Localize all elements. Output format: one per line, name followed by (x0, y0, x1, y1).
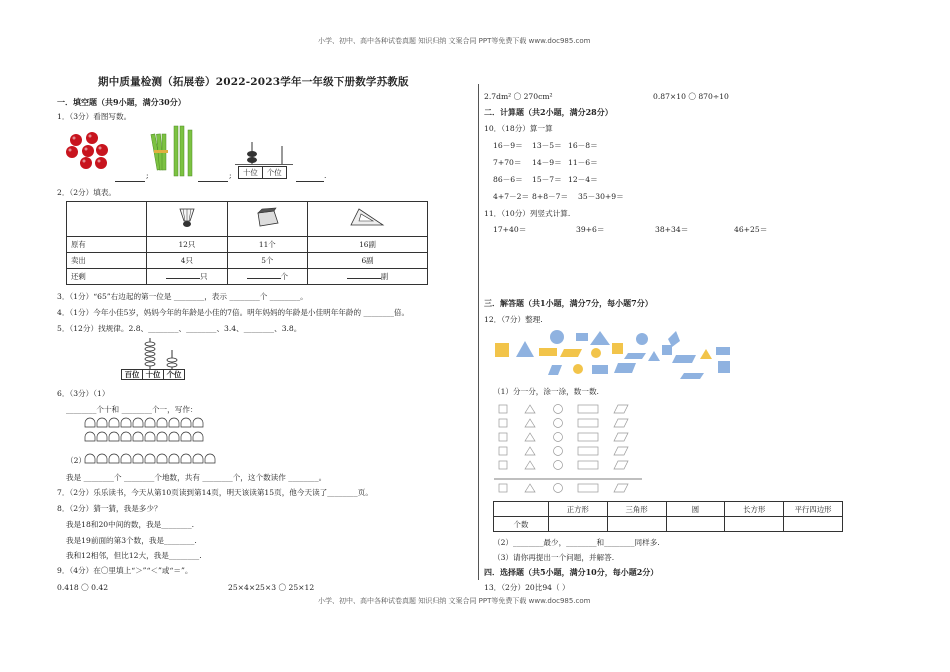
question-4: 4．（1分）今年小佳5岁，妈妈今年的年龄是小佳的7倍。明年妈妈的年龄是小佳明年年龄的 ________倍。 (57, 308, 410, 317)
question-9: 9．（4分）在〇里填上“＞”“＜”或“＝”。 (57, 566, 193, 575)
table-header-cell: 三角形 (607, 502, 666, 517)
apple-icon (66, 146, 78, 158)
question-8-b: 我是19前面的第3个数，我是________. (66, 536, 197, 545)
table-header-cell: 平行四边形 (784, 502, 843, 517)
apple-icon (86, 132, 98, 144)
vertical-calc-item: 38+34＝ (655, 225, 689, 234)
calc-item: 13－5＝ (532, 141, 562, 150)
page-title: 期中质量检测（拓展卷）2022-2023学年一年级下册数学苏教版 (98, 76, 409, 88)
section-4-heading: 四．选择题（共5小题，满分10分，每小题2分） (484, 567, 659, 577)
vertical-calc-item: 39+6＝ (576, 225, 605, 234)
rectangle-shape (539, 348, 557, 356)
question-10: 10．（18分）算一算 (484, 124, 553, 133)
calc-item: 12－4＝ (568, 175, 598, 184)
answer-cell[interactable] (666, 517, 725, 532)
rectangle-shape (592, 365, 608, 374)
compare-b: 0.87×10 〇 870÷10 (653, 92, 729, 101)
parallelogram-shape (548, 365, 562, 375)
compare-a: 2.7dm² 〇 270cm² (484, 92, 553, 101)
calc-item: 35－30+9＝ (578, 192, 624, 201)
tens-place-label: 十位 (239, 167, 263, 178)
parallelogram-shape (560, 349, 582, 357)
parallelogram-shape (680, 373, 704, 379)
circle-shape (591, 348, 601, 358)
row-label: 个数 (494, 517, 549, 532)
square-shape (495, 343, 509, 357)
question-8-a: 我是18和20中间的数，我是________. (66, 520, 195, 529)
question-12: 12．（7分）整理. (484, 315, 543, 324)
calc-item: 4+7－2＝ (493, 192, 530, 201)
blank-separator: ; (146, 171, 149, 180)
square-shape (662, 345, 672, 355)
apple-icon (80, 157, 92, 169)
pencil-sharpener-icon (252, 207, 282, 229)
vertical-calc-item: 17+40＝ (493, 225, 527, 234)
answer-cell[interactable]: 个 (227, 269, 307, 285)
page-header: 小学、初中、高中各种试卷真题 知识归纳 文案合同 PPT等免费下载 www.doc985.com (318, 37, 591, 45)
hundreds-place-label: 百位 (122, 370, 143, 379)
counter-row (85, 454, 215, 463)
triangle-shape (700, 349, 712, 359)
apple-icon (70, 134, 82, 146)
set-square-icon (347, 207, 387, 229)
table-cell: 5个 (227, 253, 307, 269)
calc-item: 15－7＝ (532, 175, 562, 184)
table-header-cell: 圆 (666, 502, 725, 517)
calc-item: 11－6＝ (568, 158, 598, 167)
table-cell: 6副 (307, 253, 427, 269)
ones-place-label: 个位 (166, 370, 182, 379)
page-footer: 小学、初中、高中各种试卷真题 知识归纳 文案合同 PPT等免费下载 www.doc985.com (318, 597, 591, 605)
question-2-table (66, 201, 428, 285)
table-header-cell: 正方形 (548, 502, 607, 517)
question-9-b: 25×4×25×3 〇 25×12 (228, 583, 315, 592)
triangle-shape (516, 341, 534, 357)
question-12-part-1: （1）分一分，涂一涂，数一数. (493, 387, 599, 396)
calc-item: 8+8－7＝ (532, 192, 569, 201)
calc-item: 14－9＝ (532, 158, 562, 167)
row-label: 还剩 (67, 269, 147, 285)
question-12-part-2: （2）________最少，________和________同样多. (493, 538, 660, 547)
table-cell: 16副 (307, 237, 427, 253)
counter-row (85, 418, 203, 427)
question-6-line-2: 我是 ________个 ________个地数，共有 ________个，这个数读作 ________。 (66, 473, 327, 482)
column-divider (478, 84, 479, 580)
question-7: 7．（2分）乐乐读书，今天从第10页读到第14页，明天该读第15页，他今天读了________页。 (57, 488, 373, 497)
rectangle-shape (576, 333, 588, 341)
question-2: 2．（2分）填表。 (57, 188, 117, 197)
section-2-heading: 二．计算题（共2小题，满分28分） (484, 107, 613, 117)
question-13: 13．（2分）20比94（ ） (484, 583, 570, 592)
abacus-place-labels (121, 369, 185, 380)
vertical-calc-item: 46+25＝ (734, 225, 768, 234)
question-5: 5．（12分）找规律。2.8、________、________、3.4、________、3.8。 (57, 324, 302, 333)
answer-cell[interactable]: 只 (147, 269, 227, 285)
table-cell: 11个 (227, 237, 307, 253)
calc-item: 16－9＝ (493, 141, 523, 150)
abacus-picture (120, 336, 184, 370)
apple-icon (95, 157, 107, 169)
counter-row (85, 432, 203, 441)
answer-cell[interactable] (725, 517, 784, 532)
section-1-heading: 一．填空题（共9小题，满分30分） (57, 97, 186, 107)
calc-item: 7+70＝ (493, 158, 522, 167)
calc-item: 16－8＝ (568, 141, 598, 150)
place-value-labels (238, 166, 287, 179)
square-shape (612, 343, 623, 354)
answer-cell[interactable] (607, 517, 666, 532)
sticks-picture (150, 124, 198, 180)
parallelogram-shape (614, 363, 636, 373)
tens-place-label: 十位 (143, 370, 164, 379)
answer-blank-apples[interactable] (115, 174, 145, 182)
ones-place-label: 个位 (266, 168, 282, 177)
question-6: 6．（3分）（1） (57, 389, 110, 398)
shape-tally-grid (494, 400, 642, 496)
shapes-picture (492, 329, 742, 381)
blank-separator: ; (229, 171, 232, 180)
table-cell: 4只 (147, 253, 227, 269)
question-8: 8．（2分）猜一猜，我是多少？ (57, 504, 162, 513)
calc-item: 86－6＝ (493, 175, 523, 184)
question-6-line-1: ________个十和 ________个一，写作： (66, 405, 198, 414)
shuttlecock-icon (172, 207, 202, 229)
circle-shape (573, 364, 583, 374)
answer-cell[interactable] (784, 517, 843, 532)
answer-cell[interactable]: 副 (307, 269, 427, 285)
row-label: 卖出 (67, 253, 147, 269)
apple-icon (96, 144, 108, 156)
question-12-part-3: （3）请你再提出一个问题，并解答. (493, 553, 615, 562)
square-shape (718, 361, 730, 373)
answer-blank-sticks[interactable] (198, 174, 228, 182)
table-header-cell (494, 502, 549, 517)
apples-picture (64, 132, 110, 172)
question-12-table (493, 501, 843, 532)
apple-icon (82, 145, 94, 157)
triangle-shape (590, 331, 610, 345)
question-11: 11．（10分）列竖式计算. (484, 209, 571, 218)
question-8-c: 我和12相邻，但比12大，我是________. (66, 551, 202, 560)
badminton-cell (147, 202, 227, 237)
parallelogram-shape (672, 355, 696, 363)
parallelogram-shape (668, 331, 680, 347)
question-6-part-2: （2） (66, 456, 87, 465)
circle-shape (636, 333, 648, 345)
rectangle-shape (716, 347, 730, 355)
section-3-heading: 三．解答题（共1小题，满分7分，每小题7分） (484, 298, 653, 308)
counters-picture (84, 416, 220, 466)
table-cell: 12只 (147, 237, 227, 253)
circle-shape (550, 330, 564, 344)
question-1: 1．（3分）看图写数。 (57, 112, 132, 121)
parallelogram-shape (624, 353, 646, 359)
answer-blank-counter[interactable] (296, 174, 324, 182)
question-3: 3．（1分）“65”右边起的第一位是 ________，表示 ________个 ________。 (57, 292, 308, 301)
table-header-cell: 长方形 (725, 502, 784, 517)
period: . (324, 171, 327, 180)
question-9-a: 0.418 〇 0.42 (57, 583, 109, 592)
row-label: 原有 (67, 237, 147, 253)
answer-cell[interactable] (548, 517, 607, 532)
triangle-shape (648, 351, 660, 361)
